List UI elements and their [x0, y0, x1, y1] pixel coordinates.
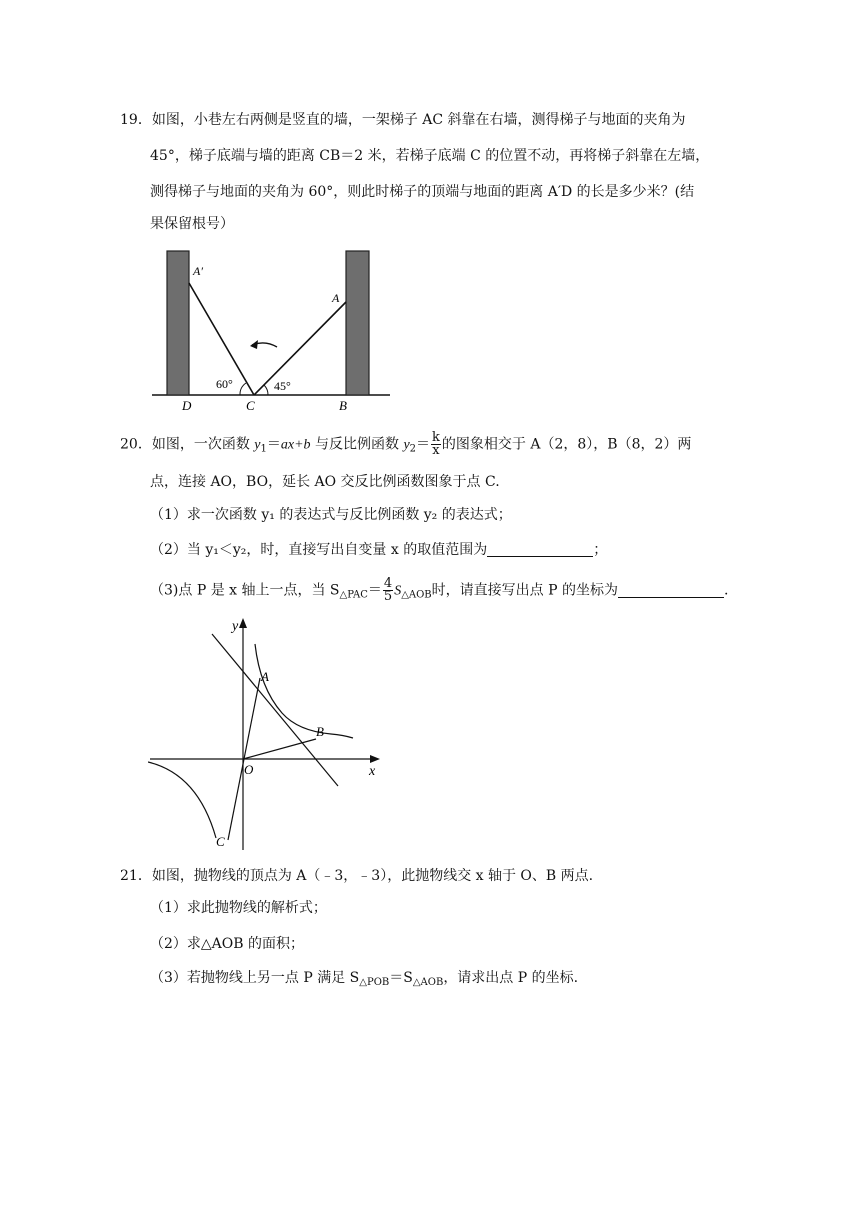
y-axis-arrow	[239, 618, 247, 628]
q20-line1-c: 与反比例函数	[310, 436, 404, 453]
rotation-arrowhead	[250, 340, 258, 349]
label-angle-60: 60°	[216, 377, 233, 391]
q20-line1-e: 的图象相交于 A（2，8），B（8，2）两	[441, 436, 692, 453]
label-x: x	[369, 764, 376, 779]
label-angle-45: 45°	[274, 379, 291, 393]
hyperbola-branch-1	[255, 644, 353, 738]
q20-line1-a: 20．如图，一次函数	[120, 436, 255, 453]
q20-text-line-1	[120, 432, 691, 460]
label-c: C	[216, 834, 225, 849]
label-a-prime: A′	[193, 264, 203, 278]
q19-text-line-2: 45°，梯子底端与墙的距离 CB＝2 米，若梯子底端 C 的位置不动，再将梯子斜靠在左墙，	[150, 148, 710, 164]
q21-sub-3: （3）若抛物线上另一点 P 满足 $S_{\triangle POB}=S_{\triangle AOB}$，请求出点 P 的坐标.	[150, 970, 579, 988]
label-c: C	[246, 398, 255, 413]
q19-text-line-3: 测得梯子与地面的夹角为 60°，则此时梯子的顶端与地面的距离 A′D 的长是多少米？(结	[150, 184, 695, 200]
answer-blank-3	[618, 583, 724, 598]
left-wall	[167, 251, 189, 395]
ladder-figure	[150, 244, 395, 414]
label-o: O	[244, 762, 254, 777]
function-graph-figure	[148, 614, 388, 854]
angle-arc-45	[264, 385, 268, 395]
q20-y2: y	[403, 437, 410, 453]
q21-text-line-1: 21．如图，抛物线的顶点为 A（﹣3，﹣3），此抛物线交 x 轴于 O、B 两点.	[120, 868, 594, 884]
answer-blank-2	[487, 542, 593, 557]
q20-line1-d: ＝	[416, 436, 431, 453]
q20-line1-b: ＝	[266, 436, 281, 453]
q19-text-line-1: 19．如图，小巷左右两侧是竖直的墙，一架梯子 AC 斜靠在右墙，测得梯子与地面的夹角为	[120, 112, 686, 128]
q20-y1-sub: 1	[260, 443, 267, 455]
q21-sub-2: （2）求△AOB 的面积；	[150, 936, 304, 952]
four-fifths-fraction: $\frac{4}{5}$	[383, 576, 393, 604]
q20-sub-3: （3)点 P 是 x 轴上一点，当 $S_{\triangle PAC}=$ $\frac{4}{5}$ $S_{\triangle AOB}$时，请直接写出点 P 的坐标为 .	[150, 576, 729, 604]
label-b: B	[339, 398, 347, 413]
q20-ax-b: ax+b	[280, 437, 311, 453]
linear-function-line	[212, 634, 338, 786]
k-over-x-fraction: $\frac{k}{x}$	[432, 430, 440, 458]
segment-bo	[243, 739, 316, 759]
label-d: D	[182, 398, 192, 413]
q20-sub-2: （2）当 y₁＜y₂，时，直接写出自变量 x 的取值范围为 ；	[150, 542, 608, 558]
ladder-right	[254, 302, 346, 395]
q20-y2-sub: 2	[409, 443, 417, 455]
label-a: A	[332, 291, 340, 305]
right-wall	[346, 251, 369, 395]
label-y: y	[232, 619, 239, 634]
q21-sub-1: （1）求此抛物线的解析式；	[150, 900, 327, 916]
q19-text-line-4: 果保留根号）	[150, 216, 234, 232]
angle-arc-60	[240, 383, 246, 395]
q20-text-line-2: 点，连接 AO，BO，延长 AO 交反比例函数图象于点 C.	[150, 474, 500, 490]
q20-y1: y	[254, 437, 261, 453]
label-b: B	[316, 724, 324, 739]
label-a: A	[261, 669, 269, 684]
q20-sub-1: （1）求一次函数 y₁ 的表达式与反比例函数 y₂ 的表达式；	[150, 507, 512, 523]
x-axis-arrow	[370, 755, 380, 763]
hyperbola-branch-2	[148, 762, 216, 838]
